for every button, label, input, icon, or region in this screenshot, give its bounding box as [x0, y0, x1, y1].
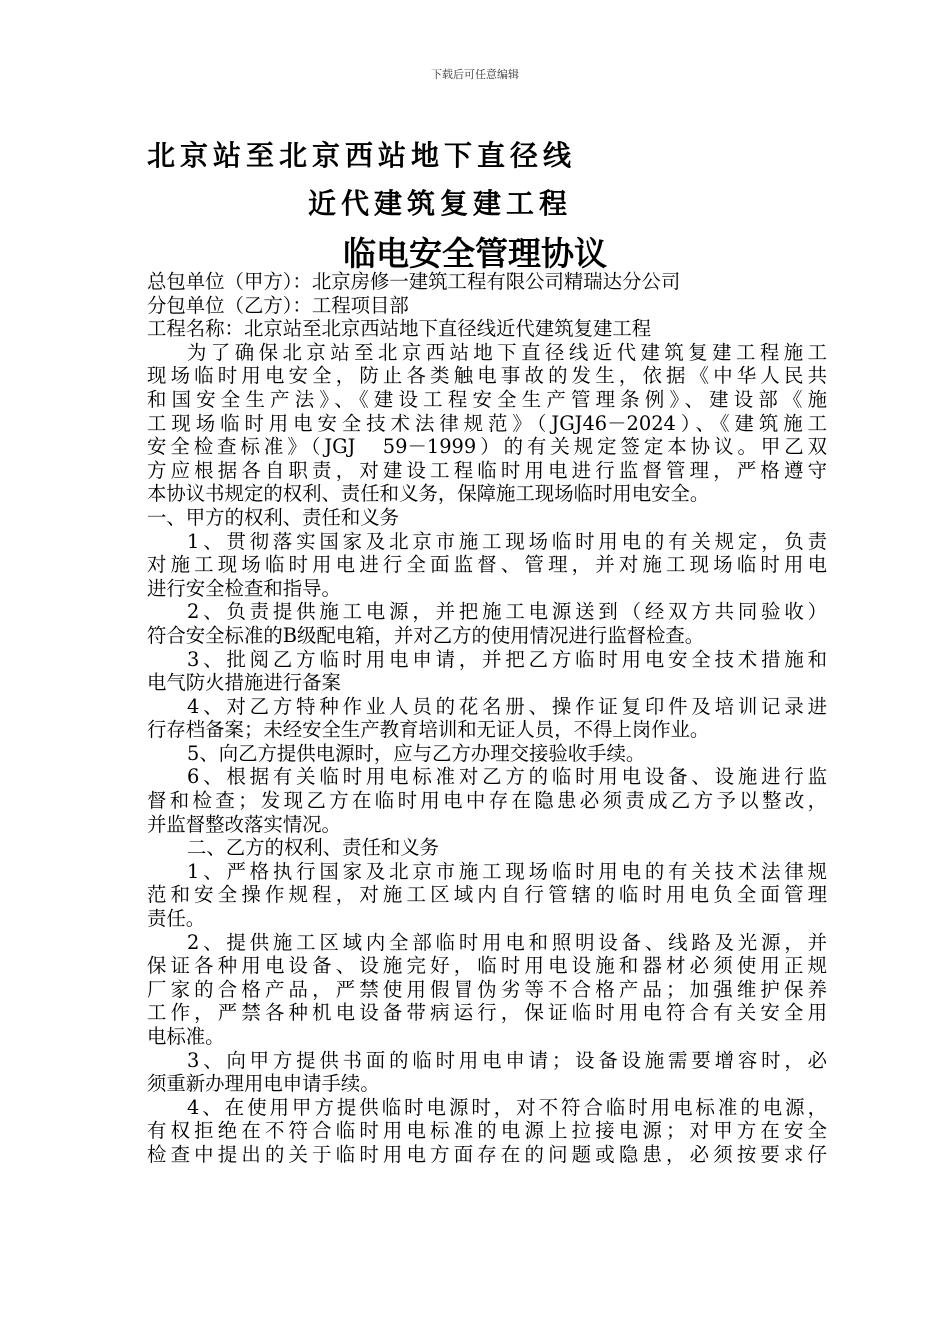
document-title-main: 临电安全管理协议 [343, 234, 607, 273]
section1-item-4: 行存档备案；未经安全生产教育培训和无证人员，不得上岗作业。 [147, 718, 710, 742]
project-name-line: 工程名称：北京站至北京西站地下直径线近代建筑复建工程 [147, 317, 652, 341]
section1-item-5: 5、向乙方提供电源时，应与乙方办理交接验收手续。 [187, 741, 646, 765]
section2-item-4: 检查中提出的关于临时用电方面存在的问题或隐患，必须按要求仔 [147, 1142, 827, 1166]
section2-item-3: 须重新办理用电申请手续。 [147, 1072, 380, 1096]
section2-item-2: 电标准。 [147, 1025, 225, 1048]
preamble-line: 为了确保北京站至北京西站地下直径线近代建筑复建工程施工 [187, 340, 827, 364]
section1-item-1: 进行安全检查和指导。 [147, 576, 341, 600]
section2-item-1: 范和安全操作规程，对施工区域内自行管辖的临时用电负全面管理 [147, 883, 827, 907]
section2-item-4: 有权拒绝在不符合临时用电标准的电源上拉接电源；对甲方在安全 [147, 1119, 827, 1143]
section2-item-1: 责任。 [147, 907, 206, 931]
section1-item-6: 并监督整改落实情况。 [147, 812, 341, 836]
preamble-line: 方应根据各自职责，对建设工程临时用电进行监督管理，严格遵守 [147, 458, 827, 482]
section1-item-2: 2、负责提供施工电源，并把施工电源送到（经双方共同验收） [187, 600, 827, 624]
party-b-line: 分包单位（乙方）：工程项目部 [147, 293, 409, 317]
preamble-line: 本协议书规定的权利、责任和义务，保障施工现场临时用电安全。 [147, 482, 710, 506]
section1-item-3: 3、批阅乙方临时用电申请，并把乙方临时用电安全技术措施和 [187, 647, 827, 671]
section1-heading: 一、甲方的权利、责任和义务 [147, 505, 400, 529]
header-note: 下载后可任意编辑 [431, 68, 519, 81]
section2-item-3: 3、向甲方提供书面的临时用电申请；设备设施需要增容时，必 [187, 1048, 827, 1072]
preamble-line: 现场临时用电安全，防止各类触电事故的发生，依据《中华人民共 [147, 364, 827, 388]
document-title-line2: 近代建筑复建工程 [308, 187, 573, 220]
preamble-line: 安全检查标准》（JGJ 59－1999）的有关规定签定本协议。甲乙双 [147, 435, 827, 459]
section1-item-2: 符合安全标准的B级配电箱，并对乙方的使用情况进行监督检查。 [147, 623, 705, 647]
section1-item-6: 督和检查；发现乙方在临时用电中存在隐患必须责成乙方予以整改， [147, 789, 827, 813]
party-a-line: 总包单位（甲方）：北京房修一建筑工程有限公司精瑞达分公司 [147, 270, 681, 293]
section2-item-2: 2、提供施工区域内全部临时用电和照明设备、线路及光源，并 [187, 930, 827, 954]
preamble-line: 工现场临时用电安全技术法律规范》（JGJ46－2024）、《建筑施工 [147, 411, 827, 435]
section1-item-4: 4、对乙方特种作业人员的花名册、操作证复印件及培训记录进 [187, 694, 827, 718]
section1-item-6: 6、根据有关临时用电标准对乙方的临时用电设备、设施进行监 [187, 765, 827, 789]
section2-item-2: 工作，严禁各种机电设备带病运行，保证临时用电符合有关安全用 [147, 1001, 827, 1025]
section2-item-4: 4、在使用甲方提供临时电源时，对不符合临时用电标准的电源， [187, 1095, 827, 1119]
document-title-line1: 北京站至北京西站地下直径线 [147, 139, 577, 172]
section1-item-1: 1、贯彻落实国家及北京市施工现场临时用电的有关规定，负责 [187, 529, 827, 553]
document-body [147, 270, 827, 1167]
section1-item-1: 对施工现场临时用电进行全面监督、管理，并对施工现场临时用电 [147, 553, 827, 577]
section1-item-3: 电气防火措施进行备案 [147, 671, 341, 695]
preamble-line: 和国安全生产法》、《建设工程安全生产管理条例》、建设部《施 [147, 387, 827, 411]
section2-item-2: 保证各种用电设备、设施完好，临时用电设施和器材必须使用正规 [147, 954, 827, 978]
section2-item-2: 厂家的合格产品，严禁使用假冒伪劣等不合格产品；加强维护保养 [147, 977, 827, 1001]
section2-heading: 二、乙方的权利、责任和义务 [187, 836, 440, 860]
section2-item-1: 1、严格执行国家及北京市施工现场临时用电的有关技术法律规 [187, 859, 827, 883]
